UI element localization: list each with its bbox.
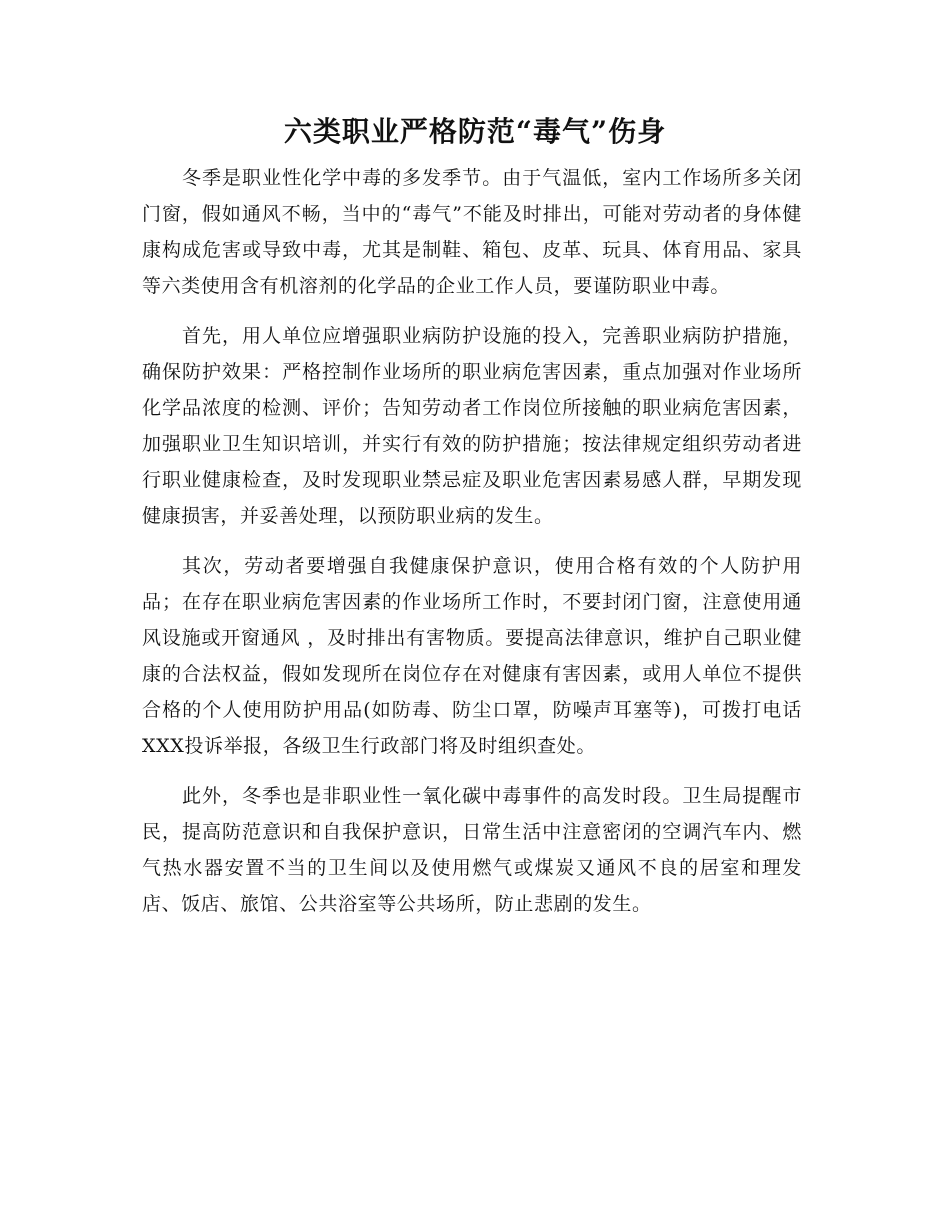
paragraph-carbon-monoxide: 此外，冬季也是非职业性一氧化碳中毒事件的高发时段。卫生局提醒市民，提高防范意识和自我保护意识，日常生活中注意密闭的空调汽车内、燃气热水器安置不当的卫生间以及使用燃气或煤炭又通风不良的居室和理发店、饭店、旅馆、公共浴室等公共场所，防止悲剧的发生。 bbox=[142, 785, 802, 915]
paragraph-intro: 冬季是职业性化学中毒的多发季节。由于气温低，室内工作场所多关闭门窗，假如通风不畅，当中的“毒气”不能及时排出，可能对劳动者的身体健康构成危害或导致中毒，尤其是制鞋、箱包、皮革、玩具、体育用品、家具等六类使用含有机溶剂的化学品的企业工作人员，要谨防职业中毒。 bbox=[142, 167, 802, 297]
document-title: 六类职业严格防范“毒气”伤身 bbox=[283, 115, 667, 148]
paragraph-worker-protection: 其次，劳动者要增强自我健康保护意识，使用合格有效的个人防护用品；在存在职业病危害因素的作业场所工作时，不要封闭门窗，注意使用通风设施或开窗通风 ，及时排出有害物质。要提高法律意识，维护自己职业健康的合法权益，假如发现所在岗位存在对健康有害因素，或用人单位不提供合格的个人使用防护用品(如防毒、防尘口罩，防噪声耳塞等)，可拨打电话XXX投诉举报，各级卫生行政部门将及时组织查处。 bbox=[142, 555, 802, 757]
paragraph-employer-measures: 首先，用人单位应增强职业病防护设施的投入，完善职业病防护措施，确保防护效果：严格控制作业场所的职业病危害因素，重点加强对作业场所化学品浓度的检测、评价；告知劳动者工作岗位所接触的职业病危害因素，加强职业卫生知识培训，并实行有效的防护措施；按法律规定组织劳动者进行职业健康检查，及时发现职业禁忌症及职业危害因素易感人群，早期发现健康损害，并妥善处理，以预防职业病的发生。 bbox=[142, 325, 802, 527]
document-body bbox=[142, 160, 802, 936]
